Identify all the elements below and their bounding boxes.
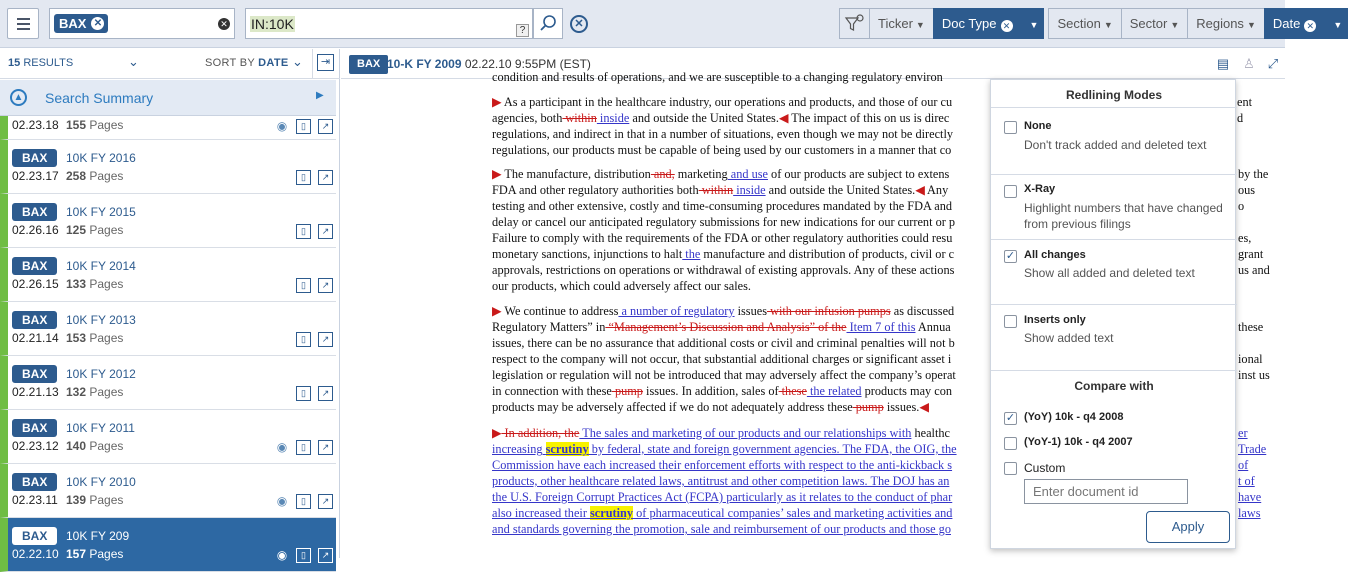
text: of our products are subject to extens [767,167,950,181]
deleted-text: within [562,111,597,125]
search-summary[interactable] [0,80,336,116]
text: by the [1238,167,1269,181]
filter-sector-label: Sector [1129,16,1168,31]
ticker-badge: BAX [12,257,57,275]
deleted-text: these [778,384,807,398]
filter-gear-icon [840,9,869,38]
open-external-icon[interactable]: ↗ [318,386,333,401]
chevron-down-icon: ▼ [1333,20,1343,30]
open-external-icon[interactable]: ↗ [318,332,333,347]
filter-section-label: Section [1057,16,1101,31]
filter-date[interactable] [1264,8,1325,39]
text: es, [1238,231,1252,245]
ticker-badge: BAX [12,527,57,545]
redline-toggle-icon[interactable]: ▤ [1216,56,1230,71]
popup-title: Redlining Modes [1066,88,1162,102]
marker-end-icon: ◀ [778,111,789,125]
mode-inserts-only[interactable] [991,305,1237,371]
doc-pages [66,118,123,132]
mode-desc: Highlight numbers that have changed from previous filings [1024,201,1223,231]
bookmark-icon[interactable]: ▯ [296,119,311,134]
text: t of [1238,474,1255,488]
mode-none[interactable] [991,107,1237,175]
ticker-chip[interactable] [54,14,108,33]
doc-title[interactable]: 10K FY 2015 [66,205,136,219]
mode-all-changes[interactable] [991,240,1237,305]
filter-regions[interactable] [1187,8,1265,39]
eye-icon[interactable]: ◉ [276,548,288,562]
text: of [1238,458,1249,472]
doc-date: 02.22.10 [12,547,59,561]
inserted-text: Commission have each increased their enforcement efforts with respect to the anti-kickback s [492,458,953,472]
list-item[interactable] [0,194,336,248]
inserted-text: a number of regulatory [618,304,735,318]
mode-xray[interactable] [991,175,1237,240]
results-bar [0,49,340,79]
doc-pages-label: Pages [89,223,124,237]
chevron-down-icon: ▼ [1029,20,1039,30]
document-id-input[interactable]: Enter document id [1024,479,1188,504]
results-panel [0,49,340,562]
chevron-right-icon: ▶ [316,90,324,101]
doc-date: 02.23.12 [12,439,59,453]
checkbox[interactable] [1004,185,1017,198]
chevron-down-icon[interactable]: ⌄ [292,54,303,69]
text: approvals, restrictions on operations or withdrawal of existing approvals. Any of these actions [492,263,955,277]
doc-pages [66,493,123,507]
marker-end-icon: ◀ [915,183,925,197]
doc-pages-label: Pages [89,169,124,183]
mode-name: All changes [1024,249,1086,261]
doc-pages-label: Pages [89,493,124,507]
text: delay or cancel our anticipated regulatory submissions for new indications for our current or p [492,215,956,229]
bookmark-icon[interactable]: ▯ [296,548,311,563]
search-icon [534,9,562,38]
deleted-text: and, [650,167,675,181]
doc-pages [66,547,123,561]
chevron-down-icon[interactable]: ⌄ [128,54,139,69]
inserted-text: inside [596,111,630,125]
right-edge-text [1238,425,1286,521]
text: regulations, our products must be capable of being used by our customers in a manner that co [492,143,952,157]
ticker-badge: BAX [12,473,57,491]
inserted-text: and use [727,167,768,181]
open-external-icon[interactable]: ↗ [318,170,333,185]
inserted-text: Item 7 of this [846,320,916,334]
text: laws [1238,506,1261,520]
text: issues. [883,400,920,414]
collapse-panel-icon[interactable]: ⇥ [317,54,334,71]
text: and outside the United States. [629,111,779,125]
mode-name: Inserts only [1024,314,1086,326]
filter-section[interactable] [1048,8,1121,39]
inserted-text: and standards governing the promotion, sale and reimbursement of our products and those go [492,522,951,536]
right-edge-text [1237,94,1287,126]
text: Any [924,183,949,197]
doc-pages-label: Pages [89,277,124,291]
clear-ticker-icon[interactable]: ✕ [218,18,230,30]
chevron-down-icon: ▼ [1170,20,1180,30]
deleted-text: pump [611,384,643,398]
right-edge-text [1238,319,1286,383]
text: products may con [861,384,953,398]
doc-pages [66,223,123,237]
text: testing and other extensive, costly and time-consuming procedures mandated by the FDA and [492,199,952,213]
filter-ticker[interactable] [869,8,934,39]
ticker-badge: BAX [12,311,57,329]
doc-date: 02.23.18 [12,118,59,132]
remove-filter-icon[interactable]: ✕ [1001,20,1013,32]
doc-date: 02.26.16 [12,223,59,237]
mode-desc: Show added text [1024,331,1114,345]
text: marketing [674,167,728,181]
doc-title[interactable]: 10K FY 209 [66,529,130,543]
doc-pages [66,385,123,399]
text: o [1238,199,1245,213]
doc-type-dropdown[interactable] [1021,8,1045,39]
open-external-icon[interactable]: ↗ [318,494,333,509]
date-dropdown[interactable] [1324,8,1348,39]
deleted-text: In addition, the [501,426,580,440]
text: grant [1238,247,1264,261]
doc-pages [66,331,123,345]
compare-title: Compare with [1074,379,1154,393]
text: The manufacture, distribution [504,167,651,181]
marker-start-icon: ▶ [492,426,502,440]
bookmark-icon[interactable]: ▯ [296,440,311,455]
text: ous [1238,183,1256,197]
deleted-text: with our infusion pumps [767,304,891,318]
marker-start-icon: ▶ [492,167,502,181]
text: regulations, and indirect in that in a number of situations, even though we may not be directly [492,127,954,141]
search-highlight: scrutiny [545,442,589,456]
doc-pages-label: Pages [89,118,124,132]
deleted-text: within [698,183,734,197]
doc-pages-label: Pages [89,547,124,561]
text: healthc [911,426,950,440]
marker-end-icon: ◀ [919,400,929,414]
checkbox-checked[interactable]: ✓ [1005,412,1016,424]
doc-title[interactable]: 10K FY 2013 [66,313,136,327]
sort-label: SORT BY [205,57,255,69]
text: and outside the United States. [765,183,916,197]
inserted-text: the U.S. Foreign Corrupt Practices Act (FCPA) particularly as it relates to the conduct of phar [492,490,953,504]
doc-title[interactable]: 10K FY 2012 [66,367,136,381]
doc-date: 02.23.17 [12,169,59,183]
summary-icon: ▲ [10,89,27,106]
doc-title-text: 10-K FY 2009 [387,57,462,71]
filter-regions-label: Regions [1196,16,1244,31]
text: as discussed [890,304,955,318]
checkbox[interactable] [1004,462,1017,475]
text: us and [1238,263,1270,277]
redlining-popup [990,79,1236,549]
checkbox[interactable] [1004,121,1017,134]
list-item[interactable] [0,116,336,140]
eye-icon[interactable]: ◉ [276,119,288,133]
sort-value: DATE [258,57,289,69]
results-list [0,116,336,572]
bookmark-icon[interactable]: ▯ [296,386,311,401]
text: Regulatory Matters” in [492,320,606,334]
chevron-down-icon: ▼ [1246,20,1256,30]
doc-date: 02.26.15 [12,277,59,291]
doc-date: 02.21.13 [12,385,59,399]
bookmark-icon[interactable]: ▯ [296,332,311,347]
ticker-chip-label: BAX [59,16,87,31]
search-highlight: scrutiny [590,506,634,520]
text: ent [1237,95,1253,109]
checkbox-checked[interactable]: ✓ [1005,250,1016,262]
ticker-badge: BAX [12,365,57,383]
remove-chip-icon[interactable]: ✕ [91,17,104,30]
text: As a participant in the healthcare industry, our operations and products, and those of our cu [503,95,953,109]
text: The impact of this on us is direc [788,111,950,125]
inserted-text: by federal, state and foreign government agencies. The FDA, the OIG, the [588,442,957,456]
text: condition and results of operations, and we are susceptible to a changing regulatory environ [492,70,943,84]
search-input[interactable] [245,8,533,39]
filter-sector[interactable] [1121,8,1189,39]
text: manufacture and distribution of products, civil or c [700,247,955,261]
doc-title[interactable]: 10K FY 2010 [66,475,136,489]
inserted-text: also increased their [492,506,587,520]
apply-button[interactable]: Apply [1146,511,1230,543]
deleted-text: “Management’s Discussion and Analysis” of the [605,320,847,334]
open-external-icon[interactable]: ↗ [318,440,333,455]
text: these [1238,320,1264,334]
inserted-text: products, other healthcare related laws, antitrust and other competition laws. The DOJ has an [492,474,950,488]
doc-title[interactable]: 10K FY 2014 [66,259,136,273]
doc-title[interactable]: 10K FY 2016 [66,151,136,165]
text: have [1238,490,1262,504]
doc-pages-number: 258 [66,169,87,183]
mode-desc: Show all added and deleted text [1024,266,1195,280]
inserted-text: The sales and marketing of our products and our relationships with [579,426,912,440]
divider [312,49,313,79]
doc-datetime: 02.22.10 9:55PM (EST) [464,57,591,71]
mode-name: X-Ray [1024,183,1056,195]
help-icon[interactable]: ? [516,24,529,37]
checkbox[interactable] [1004,437,1017,450]
results-count [8,57,73,69]
open-external-icon[interactable]: ↗ [318,548,333,563]
doc-pages [66,277,123,291]
list-item[interactable] [0,248,336,302]
list-item[interactable] [0,356,336,410]
text: monetary sanctions, injunctions to halt [492,247,683,261]
text: d [1237,111,1244,125]
checkbox[interactable] [1004,315,1017,328]
inserted-text: the related [806,384,862,398]
open-external-icon[interactable]: ↗ [318,224,333,239]
doc-pages-number: 125 [66,223,87,237]
text: ional [1238,352,1263,366]
doc-pages-number: 133 [66,277,87,291]
text: Failure to comply with the requirements of the FDA or other regulatory authorities could resu [492,231,953,245]
doc-pages-label: Pages [89,439,124,453]
filter-ticker-label: Ticker [878,16,913,31]
text: products may be adversely affected if we do not adequately address these [492,400,853,414]
chevron-down-icon: ▼ [915,20,925,30]
filter-bar [840,8,1348,39]
list-item[interactable] [0,302,336,356]
text: legislation or regulation will not be introduced that may adversely affect the company’s operat [492,368,956,382]
bookmark-icon[interactable]: ▯ [296,224,311,239]
text: in connection with these [492,384,612,398]
open-external-icon[interactable]: ↗ [318,278,333,293]
text: Trade [1238,442,1267,456]
ticker-input[interactable] [49,8,235,39]
chevron-down-icon: ▼ [1103,20,1113,30]
filter-date-label: Date [1272,16,1301,31]
filter-settings-button[interactable] [839,8,870,39]
ticker-badge: BAX [349,55,388,74]
doc-pages [66,169,123,183]
text: FDA and other regulatory authorities both [492,183,699,197]
open-external-icon[interactable]: ↗ [318,119,333,134]
list-item[interactable] [0,140,336,194]
expand-icon[interactable]: ⤢ [1267,56,1279,71]
mode-desc: Don't track added and deleted text [1024,138,1207,152]
right-edge-text [1238,166,1286,278]
text: issues [734,304,767,318]
doc-pages-number: 153 [66,331,87,345]
ticker-badge: BAX [12,149,57,167]
text: agencies, both [492,111,563,125]
doc-pages-number: 140 [66,439,87,453]
filter-doc-type[interactable] [933,8,1022,39]
doc-title[interactable]: 10K FY 2011 [66,421,135,435]
doc-pages-number: 157 [66,547,87,561]
text: our products, which could adversely affect our sales. [492,279,751,293]
eye-icon[interactable]: ◉ [276,440,288,454]
compare-option[interactable]: (YoY-1) 10k - q4 2007 [1024,436,1133,448]
doc-pages-number: 132 [66,385,87,399]
text: Annua [915,320,951,334]
menu-icon[interactable] [7,8,39,39]
bookmark-icon[interactable]: ▯ [296,494,311,509]
add-user-icon[interactable]: ♙ [1243,56,1255,71]
marker-start-icon: ▶ [492,304,502,318]
compare-option[interactable]: (YoY) 10k - q4 2008 [1024,411,1124,423]
list-item-selected[interactable] [0,518,336,572]
filter-doc-type-label: Doc Type [941,16,997,31]
ticker-badge: BAX [12,203,57,221]
sort-control[interactable] [205,57,288,69]
doc-date: 02.21.14 [12,331,59,345]
clear-search-button[interactable]: ✕ [570,15,588,33]
doc-pages-label: Pages [89,331,124,345]
top-toolbar [0,0,1343,48]
bookmark-icon[interactable]: ▯ [296,170,311,185]
text: respect to the company will not occur, that substantial additional charges or significant asset i [492,352,952,366]
inserted-text: the [682,247,701,261]
results-count-label: RESULTS [23,57,74,69]
doc-pages-number: 155 [66,118,87,132]
inserted-text: of pharmaceutical companies’ sales and marketing activities and [633,506,953,520]
search-query-text: IN:10K [251,16,294,32]
text: We continue to address [504,304,619,318]
bookmark-icon[interactable]: ▯ [296,278,311,293]
results-count-number: 15 [8,57,21,69]
deleted-text: pump [852,400,884,414]
inserted-text: inside [733,183,766,197]
text: issues. In addition, sales of [642,384,779,398]
compare-option[interactable]: Custom [1024,461,1066,475]
text: er [1238,426,1248,440]
mode-name: None [1024,120,1052,132]
doc-pages-label: Pages [89,385,124,399]
remove-filter-icon[interactable]: ✕ [1304,20,1316,32]
doc-pages [66,439,123,453]
inserted-text: increasing [492,442,543,456]
doc-pages-number: 139 [66,493,87,507]
list-item[interactable] [0,410,336,464]
list-item[interactable] [0,464,336,518]
eye-icon[interactable]: ◉ [276,494,288,508]
marker-start-icon: ▶ [492,95,502,109]
search-summary-label: Search Summary [45,90,154,106]
ticker-badge: BAX [12,419,57,437]
doc-date: 02.23.11 [12,493,58,507]
text: inst us [1238,368,1270,382]
search-button[interactable] [533,8,563,39]
text: issues, there can be no assurance that additional costs or civil and criminal penalties will not b [492,336,955,350]
